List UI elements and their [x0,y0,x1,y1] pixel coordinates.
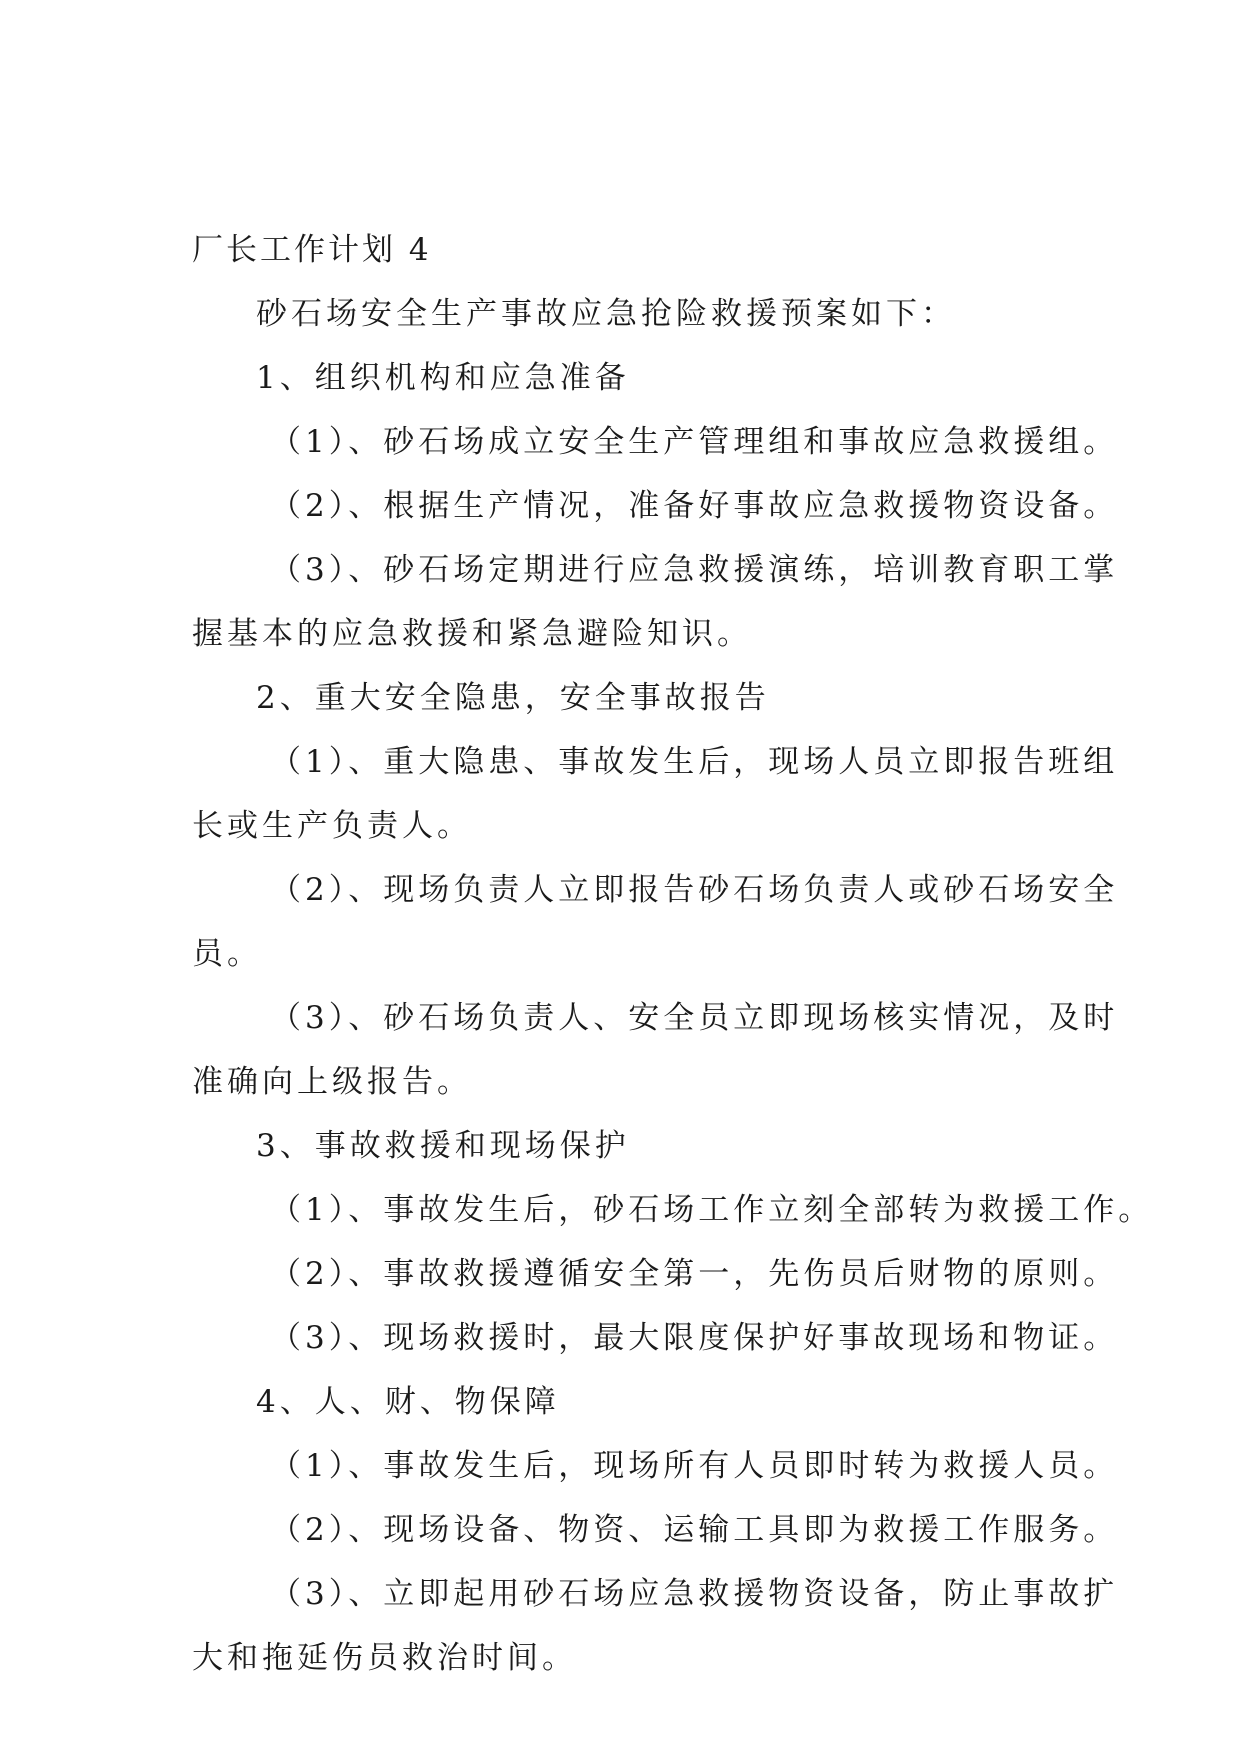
paragraph-line: 员。 [192,936,262,972]
paragraph-line: 3、事故救援和现场保护 [256,1128,630,1164]
paragraph-line: （2）、根据生产情况，准备好事故应急救援物资设备。 [270,488,1119,524]
paragraph-line: （3）、立即起用砂石场应急救援物资设备，防止事故扩 [270,1576,1119,1612]
paragraph-line: 长或生产负责人。 [192,808,472,844]
paragraph-line: 1、组织机构和应急准备 [256,360,630,396]
document-body [192,282,1154,1690]
paragraph-line: （1）、重大隐患、事故发生后，现场人员立即报告班组 [270,744,1119,780]
paragraph-line: （3）、砂石场负责人、安全员立即现场核实情况，及时 [270,1000,1119,1036]
paragraph-line: 握基本的应急救援和紧急避险知识。 [192,616,752,652]
document-page [192,218,1154,1690]
paragraph-line: （2）、事故救援遵循安全第一，先伤员后财物的原则。 [270,1256,1119,1292]
paragraph-line: 4、人、财、物保障 [256,1384,560,1420]
paragraph-line: 砂石场安全生产事故应急抢险救援预案如下： [256,296,956,332]
paragraph-line: （1）、砂石场成立安全生产管理组和事故应急救援组。 [270,424,1119,460]
paragraph-line: （1）、事故发生后，现场所有人员即时转为救援人员。 [270,1448,1119,1484]
paragraph-line: （3）、砂石场定期进行应急救援演练，培训教育职工掌 [270,552,1119,588]
paragraph-line: 大和拖延伤员救治时间。 [192,1640,577,1676]
paragraph-line: 2、重大安全隐患，安全事故报告 [256,680,770,716]
paragraph-line: （2）、现场设备、物资、运输工具即为救援工作服务。 [270,1512,1119,1548]
paragraph-line: 准确向上级报告。 [192,1064,472,1100]
paragraph-line: （1）、事故发生后，砂石场工作立刻全部转为救援工作。 [270,1192,1154,1228]
document-title: 厂长工作计划 4 [192,232,432,268]
paragraph-line: （2）、现场负责人立即报告砂石场负责人或砂石场安全 [270,872,1119,908]
paragraph-line: （3）、现场救援时，最大限度保护好事故现场和物证。 [270,1320,1119,1356]
